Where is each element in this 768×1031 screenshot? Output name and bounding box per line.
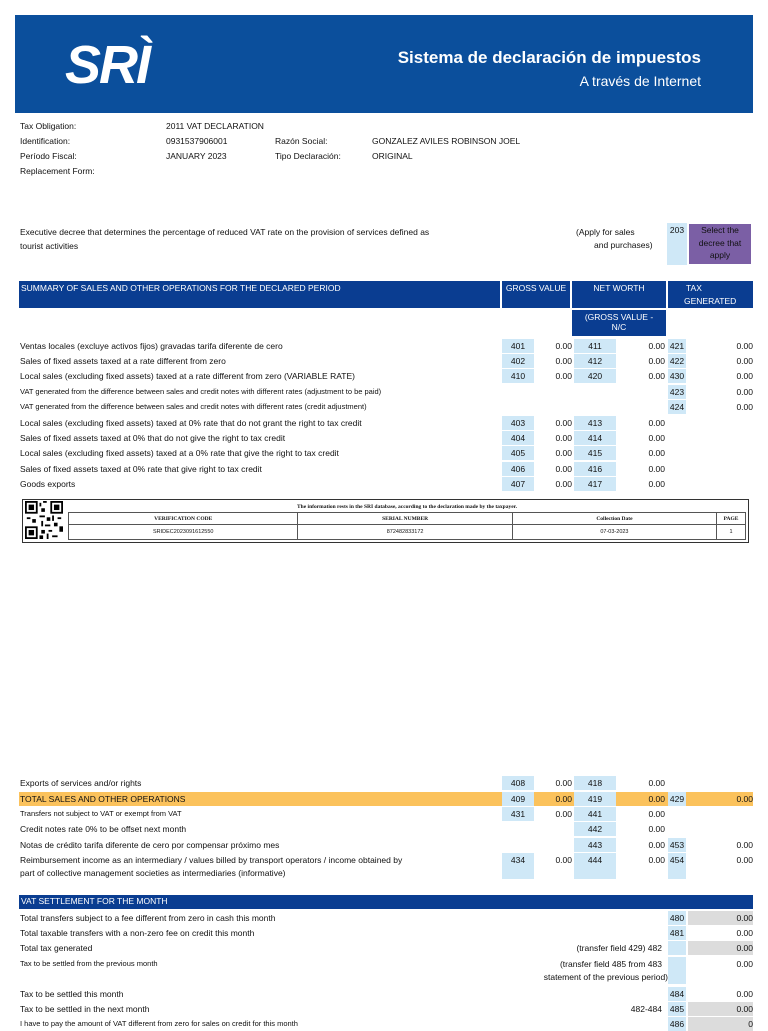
settlement-code: 481	[669, 928, 685, 938]
field-value: 0.00	[648, 479, 665, 489]
settlement-value: 0	[688, 1017, 753, 1031]
periodo-fiscal-label: Período Fiscal:	[20, 151, 77, 161]
field-code: 424	[669, 402, 685, 412]
field-value: 0.00	[555, 479, 572, 489]
serial-number-header: SERIAL NUMBER	[298, 513, 512, 525]
settlement-label: Total taxable transfers with a non-zero fee on credit this month	[20, 928, 255, 938]
field-value: 0.00	[736, 387, 753, 397]
settlement-title-bar	[19, 895, 753, 909]
settlement-label: Total tax generated	[20, 943, 93, 953]
field-code: 453	[669, 840, 685, 850]
collection-date: 07-03-2023	[512, 525, 716, 540]
select-line2: decree that	[698, 237, 742, 248]
reimb-code1: 434	[502, 853, 534, 879]
settlement-note: (transfer field 429) 482	[576, 943, 662, 953]
row-label: VAT generated from the difference between sales and credit notes with different rates (adjustment to be paid)	[20, 387, 382, 396]
settlement-note: 482-484	[630, 1004, 662, 1014]
field-value: 0.00	[555, 464, 572, 474]
settlement-label: Tax to be settled this month	[20, 989, 124, 999]
decree-apply-line2: and purchases)	[594, 240, 653, 250]
settlement-value: 0.00	[736, 928, 753, 938]
reimb-code3: 454	[668, 853, 686, 879]
field-value: 0.00	[648, 418, 665, 428]
row-label: TOTAL SALES AND OTHER OPERATIONS	[20, 794, 186, 804]
razon-social-label: Razón Social:	[275, 136, 328, 146]
field-value: 0.00	[555, 433, 572, 443]
row-label: Local sales (excluding fixed assets) taxed at a 0% rate that give the right to tax credit	[20, 448, 339, 458]
identification-value: 0931537906001	[166, 136, 228, 146]
col-net-sub1: (GROSS VALUE -	[584, 312, 654, 322]
qr-code-icon	[25, 501, 63, 539]
settlement-code: 480	[669, 913, 685, 923]
field-value: 0.00	[555, 341, 572, 351]
verification-code-header: VERIFICATION CODE	[69, 513, 298, 525]
select-line3: apply	[709, 250, 731, 260]
col-tax-label1: TAX	[686, 283, 702, 293]
field-value: 0.00	[648, 371, 665, 381]
field-value: 0.00	[736, 356, 753, 366]
settlement-label: Total transfers subject to a fee different from zero in cash this month	[20, 913, 276, 923]
reimb-value1: 0.00	[555, 855, 572, 865]
decree-select-button[interactable]	[689, 224, 751, 264]
serial-number: 872482833172	[298, 525, 512, 540]
sri-logo: SRÌ	[65, 35, 150, 95]
field-value: 0.00	[555, 448, 572, 458]
header-subtitle: A través de Internet	[579, 73, 701, 89]
field-code: 408	[502, 776, 534, 790]
field-code: 415	[574, 446, 616, 460]
settlement-label: Tax to be settled from the previous month	[20, 959, 158, 968]
settlement-label: I have to pay the amount of VAT different from zero for sales on credit for this month	[20, 1019, 298, 1028]
field-code: 431	[502, 807, 534, 821]
row-label: Local sales (excluding fixed assets) taxed at 0% rate that do not grant the right to tax credit	[20, 418, 362, 428]
field-code: 404	[502, 431, 534, 445]
field-code: 443	[574, 838, 616, 852]
settlement-label: Tax to be settled in the next month	[20, 1004, 150, 1014]
row-label: Goods exports	[20, 479, 76, 489]
reimb-code2: 444	[574, 853, 616, 879]
tipo-declaracion-label: Tipo Declaración:	[275, 151, 341, 161]
field-code: 409	[502, 792, 534, 806]
settlement-value: 0.00	[688, 941, 753, 955]
field-code: 412	[574, 354, 616, 368]
reimbursement-label-line1: Reimbursement income as an intermediary / values billed by transport operators / income obtained by	[20, 855, 403, 865]
field-value: 0.00	[648, 464, 665, 474]
select-line1: Select the	[701, 225, 739, 235]
field-value: 0.00	[555, 371, 572, 381]
field-value: 0.00	[736, 794, 753, 804]
verification-footer	[22, 499, 749, 543]
settlement-note: (transfer field 485 from 483	[559, 959, 662, 969]
summary-title: SUMMARY OF SALES AND OTHER OPERATIONS FOR THE DECLARED PERIOD	[21, 283, 341, 293]
field-value: 0.00	[648, 433, 665, 443]
field-code: 401	[502, 339, 534, 353]
verification-table	[68, 501, 746, 540]
field-code: 411	[574, 339, 616, 353]
field-code: 419	[574, 792, 616, 806]
tax-obligation-value: 2011 VAT DECLARATION	[166, 121, 264, 131]
field-code: 429	[669, 794, 685, 804]
field-value: 0.00	[648, 448, 665, 458]
settlement-code: 486	[669, 1019, 685, 1029]
field-value: 0.00	[736, 341, 753, 351]
field-code: 441	[574, 807, 616, 821]
col-gross-header	[502, 281, 570, 308]
footer-note: The information rests in the SRI database, according to the declaration made by the taxpayer.	[297, 503, 517, 510]
row-label: Transfers not subject to VAT or exempt from VAT	[20, 809, 182, 818]
row-label: Credit notes rate 0% to be offset next month	[20, 824, 187, 834]
field-value: 0.00	[648, 840, 665, 850]
field-code: 423	[669, 387, 685, 397]
field-value: 0.00	[736, 840, 753, 850]
decree-code: 203	[667, 223, 687, 265]
settlement-code: 485	[669, 1004, 685, 1014]
row-label: Sales of fixed assets taxed at 0% that do not give the right to tax credit	[20, 433, 286, 443]
field-code: 414	[574, 431, 616, 445]
reimb-value3: 0.00	[736, 855, 753, 865]
settlement-note-2: statement of the previous period)	[543, 972, 668, 982]
field-code: 420	[574, 369, 616, 383]
field-code: 422	[669, 356, 685, 366]
settlement-value: 0.00	[736, 959, 753, 969]
field-value: 0.00	[555, 794, 572, 804]
field-value: 0.00	[736, 402, 753, 412]
field-code: 413	[574, 416, 616, 430]
field-value: 0.00	[555, 418, 572, 428]
settlement-code-empty	[668, 941, 686, 955]
field-code: 406	[502, 462, 534, 476]
row-label: Sales of fixed assets taxed at a rate different from zero	[20, 356, 226, 366]
reimbursement-label-line2: part of collective management societies as intermediaries (informative)	[20, 868, 286, 878]
settlement-code-empty	[668, 957, 686, 984]
settlement-value: 0.00	[688, 1002, 753, 1016]
verification-code: SRIDEC2023091612550	[69, 525, 298, 540]
field-code: 442	[574, 822, 616, 836]
decree-text-line2: tourist activities	[20, 241, 79, 251]
header-title: Sistema de declaración de impuestos	[397, 48, 701, 67]
field-value: 0.00	[648, 824, 665, 834]
field-value: 0.00	[555, 778, 572, 788]
field-value: 0.00	[648, 794, 665, 804]
decree-apply-line1: (Apply for sales	[576, 227, 635, 237]
row-label: VAT generated from the difference between sales and credit notes with different rates (credit adjustment)	[20, 402, 367, 411]
settlement-value: 0.00	[688, 911, 753, 925]
field-value: 0.00	[648, 341, 665, 351]
settlement-value: 0.00	[736, 989, 753, 999]
field-code: 430	[669, 371, 685, 381]
field-code: 416	[574, 462, 616, 476]
field-value: 0.00	[555, 356, 572, 366]
col-net-header	[572, 281, 666, 308]
field-code: 417	[574, 477, 616, 491]
field-value: 0.00	[648, 778, 665, 788]
periodo-fiscal-value: JANUARY 2023	[166, 151, 227, 161]
field-value: 0.00	[736, 371, 753, 381]
field-code: 402	[502, 354, 534, 368]
col-tax-label2: GENERATED	[684, 296, 737, 306]
row-label: Local sales (excluding fixed assets) taxed at a rate different from zero (VARIABLE RATE)	[20, 371, 355, 381]
col-net-label: NET WORTH	[593, 283, 645, 293]
row-label: Sales of fixed assets taxed at 0% rate that give right to tax credit	[20, 464, 262, 474]
col-net-sub2: N/C	[611, 322, 627, 332]
settlement-title: VAT SETTLEMENT FOR THE MONTH	[21, 896, 168, 906]
field-code: 407	[502, 477, 534, 491]
field-code: 403	[502, 416, 534, 430]
collection-date-header: Collection Date	[512, 513, 716, 525]
identification-label: Identification:	[20, 136, 71, 146]
page-number: 1	[717, 525, 746, 540]
replacement-form-label: Replacement Form:	[20, 166, 95, 176]
decree-text-line1: Executive decree that determines the percentage of reduced VAT rate on the provision of services defined as	[20, 227, 430, 237]
settlement-code: 484	[669, 989, 685, 999]
field-value: 0.00	[555, 809, 572, 819]
field-code: 405	[502, 446, 534, 460]
header-banner	[15, 15, 753, 113]
field-code: 418	[574, 776, 616, 790]
col-tax-header	[668, 281, 753, 308]
tipo-declaracion-value: ORIGINAL	[372, 151, 413, 161]
col-gross-label: GROSS VALUE	[505, 283, 567, 293]
row-label: Ventas locales (excluye activos fijos) gravadas tarifa diferente de cero	[20, 341, 283, 351]
col-net-subheader	[572, 310, 666, 336]
field-value: 0.00	[648, 356, 665, 366]
summary-title-bar	[19, 281, 500, 308]
razon-social-value: GONZALEZ AVILES ROBINSON JOEL	[372, 136, 521, 146]
reimb-value2: 0.00	[648, 855, 665, 865]
field-code: 421	[669, 341, 685, 351]
field-code: 410	[502, 369, 534, 383]
row-label: Notas de crédito tarifa diferente de cero por compensar próximo mes	[20, 840, 280, 850]
row-label: Exports of services and/or rights	[20, 778, 142, 788]
page-header: PAGE	[717, 513, 746, 525]
tax-obligation-label: Tax Obligation:	[20, 121, 77, 131]
field-value: 0.00	[648, 809, 665, 819]
